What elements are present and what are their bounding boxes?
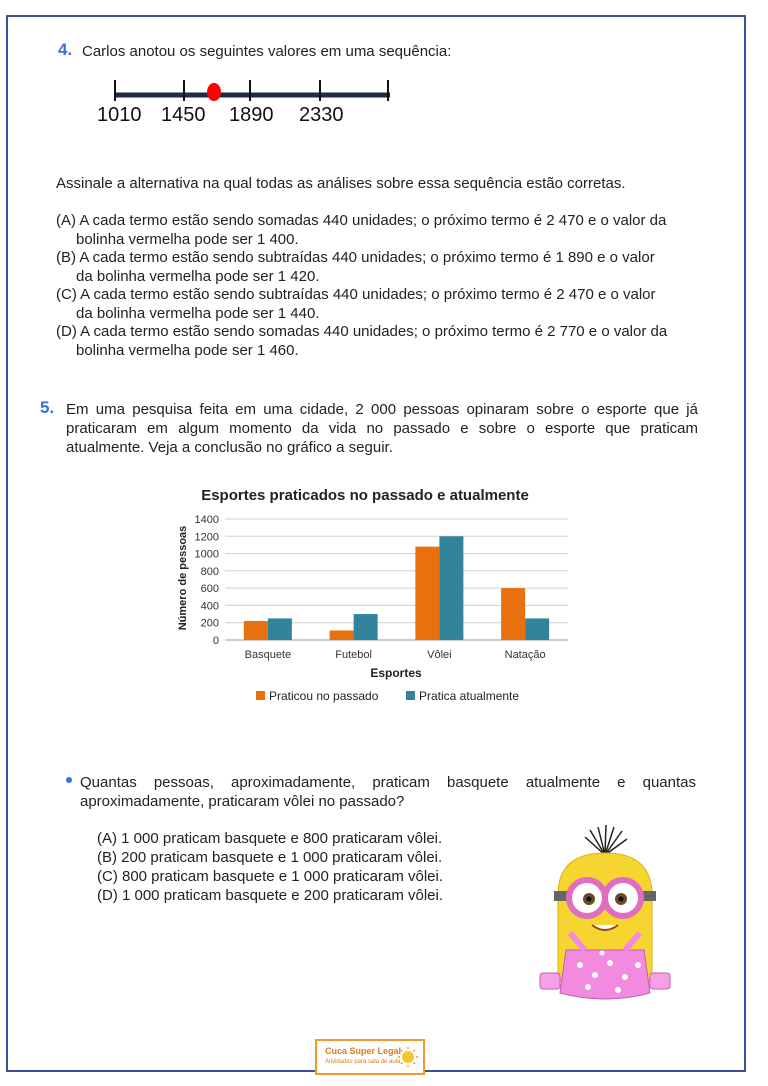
number-line-label: 1890 [229,104,274,126]
option-b-line2: da bolinha vermelha pode ser 1 420. [76,268,320,285]
chart-bar [268,618,292,640]
question-5-prompt-line1: Quantas pessoas, aproximadamente, praticam basquete atualmente e quantas [80,774,696,791]
legend-swatch [256,691,265,700]
chart-x-tick-label: Natação [504,649,546,661]
chart-bar [525,618,549,640]
question-5-statement-line3: atualmente. Veja a conclusão no gráfico a seguir. [66,439,393,456]
option-c[interactable] [56,285,696,323]
chart-y-tick-label: 400 [200,600,219,613]
logo-subtitle: Atividades para sala de aula [325,1059,401,1065]
option-c-line1: (C) A cada termo estão sendo subtraídas 440 unidades; o próximo termo é 2 470 e o valor [56,286,656,303]
chart-bar [501,588,525,640]
chart-y-tick-label: 1200 [194,531,219,544]
option-a-line1: (A) A cada termo estão sendo somadas 440 unidades; o próximo termo é 2 470 e o valor da [56,212,667,229]
question-5-statement-line1: Em uma pesquisa feita em uma cidade, 2 000 pessoas opinaram sobre o esporte que já [66,401,698,418]
number-line-label: 1010 [97,104,142,126]
chart-y-tick-label: 600 [200,583,219,596]
question-4-number: 4. [58,40,73,59]
cuca-super-legal-logo [315,1039,425,1075]
option-d[interactable] [56,322,696,360]
chart-title: Esportes praticados no passado e atualmente [201,487,529,504]
option-5-a[interactable]: (A) 1 000 praticam basquete e 800 praticaram vôlei. [97,830,443,847]
lightbulb-icon [398,1047,418,1067]
red-marker-dot [207,83,221,101]
chart-y-tick-label: 0 [212,635,219,647]
option-d-line1: (D) A cada termo estão sendo somadas 440 unidades; o próximo termo é 2 770 e o valor da [56,323,668,340]
chart-bar [354,614,378,640]
question-5-statement-line2: praticaram em algum momento da vida no passado e sobre o esporte que praticam [66,420,698,437]
option-b-line1: (B) A cada termo estão sendo subtraídas 440 unidades; o próximo termo é 1 890 e o valor [56,249,655,266]
option-5-b[interactable]: (B) 200 praticam basquete e 1 000 praticaram vôlei. [97,849,443,866]
chart-bar [415,547,439,640]
chart-y-tick-label: 1400 [194,514,219,526]
chart-bar [330,630,354,640]
option-5-c[interactable]: (C) 800 praticam basquete e 1 000 praticaram vôlei. [97,868,444,885]
logo-title: Cuca Super Legal [325,1046,402,1056]
chart-bar [244,621,268,640]
option-c-line2: da bolinha vermelha pode ser 1 440. [76,305,320,322]
chart-y-tick-label: 800 [200,565,219,578]
legend-swatch [406,691,415,700]
chart-y-tick-label: 200 [200,617,219,630]
legend-label: Praticou no passado [269,689,379,703]
option-a-line2: bolinha vermelha pode ser 1 400. [76,231,299,248]
option-d-line2: bolinha vermelha pode ser 1 460. [76,342,299,359]
chart-y-tick-label: 1000 [194,548,219,561]
chart-x-tick-label: Futebol [335,649,372,661]
option-5-d[interactable]: (D) 1 000 praticam basquete e 200 praticaram vôlei. [97,887,444,904]
number-line-label: 2330 [299,104,344,126]
legend-label: Pratica atualmente [419,689,520,703]
chart-y-axis-label: Número de pessoas [177,525,189,631]
option-a[interactable] [56,211,696,249]
bar-chart [170,480,590,720]
chart-x-axis-label: Esportes [370,666,422,680]
number-line [95,75,395,135]
chart-x-tick-label: Basquete [244,649,292,661]
minion-illustration [530,825,680,1010]
question-4-statement: Carlos anotou os seguintes valores em uma sequência: [82,43,452,60]
question-4-instruction: Assinale a alternativa na qual todas as análises sobre essa sequência estão corretas. [56,175,626,192]
question-5-number: 5. [40,398,55,417]
bullet-icon [66,777,72,783]
chart-x-tick-label: Vôlei [427,649,452,661]
chart-bar [439,536,463,640]
option-b[interactable] [56,248,696,286]
question-5-prompt-line2: aproximadamente, praticaram vôlei no passado? [80,793,405,810]
number-line-label: 1450 [161,104,206,126]
